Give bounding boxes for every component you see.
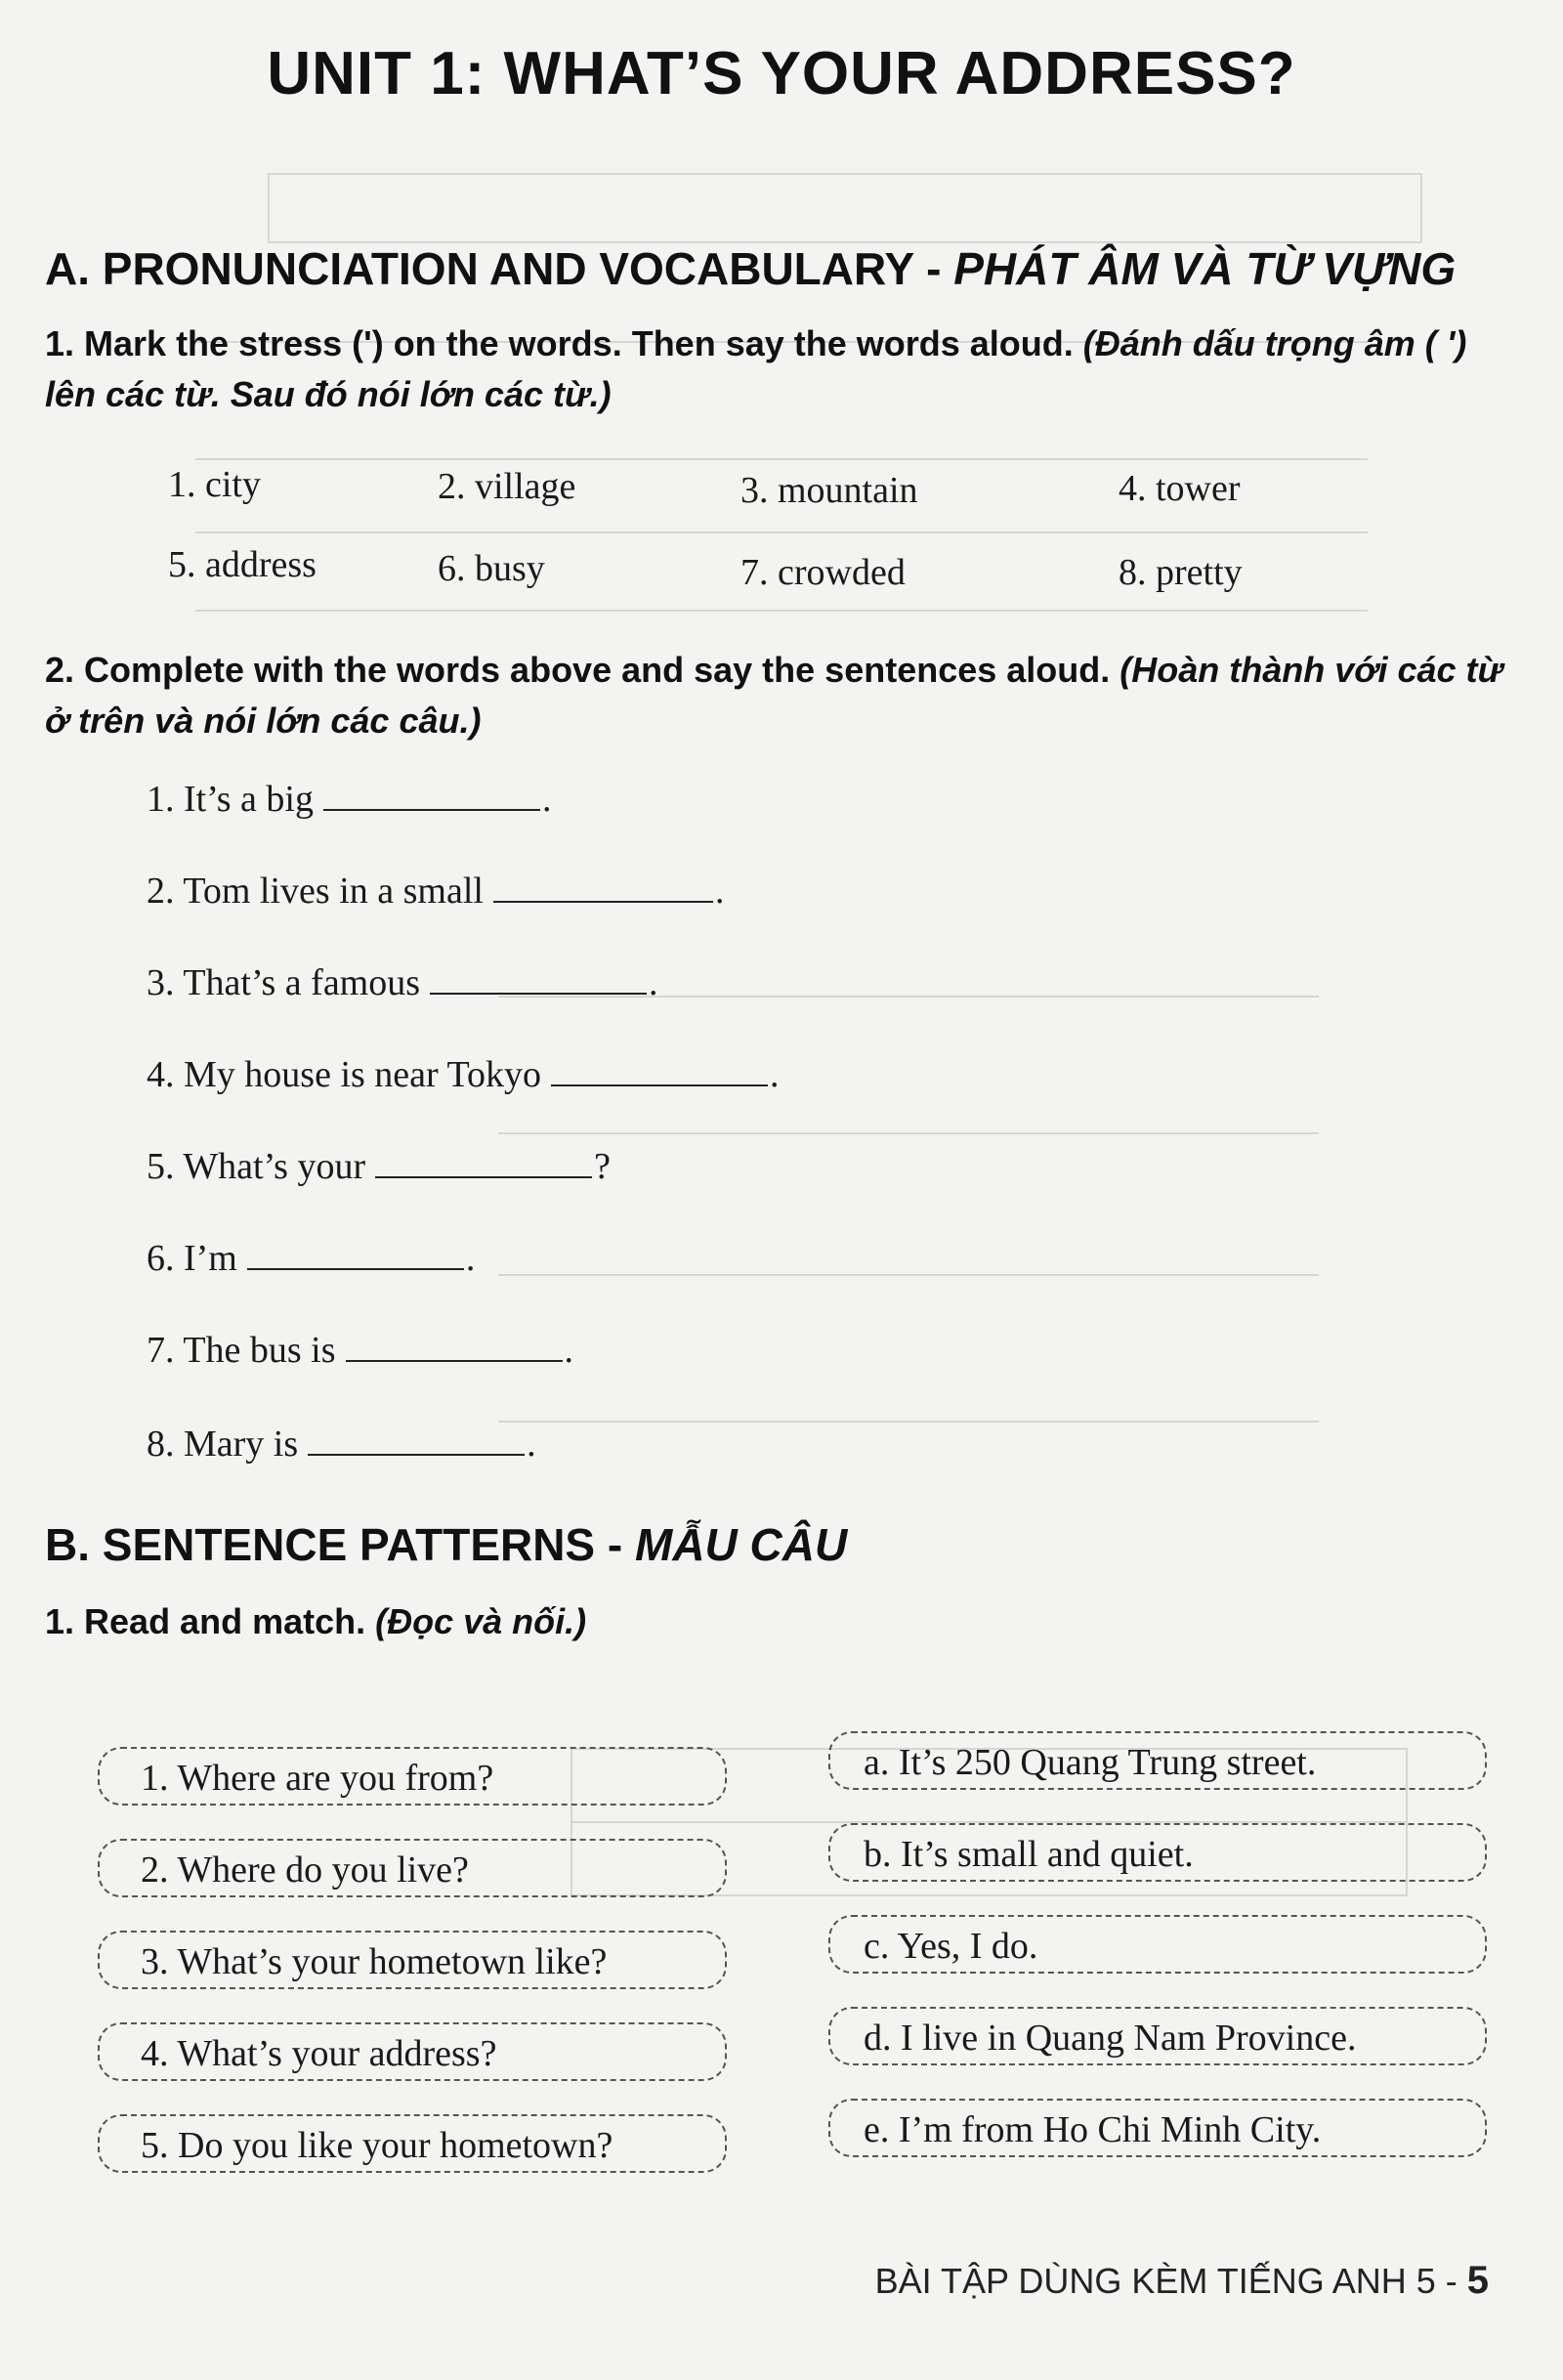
sentence-6-punct: .: [465, 1238, 476, 1279]
sentence-2-text: 2. Tom lives in a small: [147, 871, 484, 912]
exercise-a2-instruction-en: 2. Complete with the words above and say the sentences aloud.: [45, 650, 1111, 690]
word-village: 2. village: [438, 466, 576, 507]
exercise-b1-instruction: [45, 1596, 1520, 1647]
footer-book-title: BÀI TẬP DÙNG KÈM TIẾNG ANH 5 -: [874, 2261, 1467, 2301]
section-a-heading-main: A. PRONUNCIATION AND VOCABULARY -: [45, 243, 954, 294]
section-b-heading-vi: MẪU CÂU: [635, 1519, 848, 1570]
match-answer-c[interactable]: c. Yes, I do.: [828, 1915, 1487, 1974]
word-mountain: 3. mountain: [740, 470, 918, 511]
match-question-3[interactable]: 3. What’s your hometown like?: [98, 1931, 727, 1989]
exercise-b1-instruction-en: 1. Read and match.: [45, 1601, 366, 1641]
sentence-5-punct: ?: [594, 1146, 611, 1187]
sentence-5: [147, 1145, 611, 1188]
exercise-a2-instruction: [45, 645, 1520, 746]
sentence-1-text: 1. It’s a big: [147, 779, 314, 820]
sentence-4-blank[interactable]: [551, 1055, 768, 1086]
sentence-6-text: 6. I’m: [147, 1238, 237, 1279]
sentence-4: [147, 1053, 780, 1096]
sentence-2-punct: .: [714, 871, 725, 912]
match-question-4[interactable]: 4. What’s your address?: [98, 2022, 727, 2081]
sentence-1-punct: .: [541, 779, 552, 820]
exercise-b1-instruction-vi: (Đọc và nối.): [375, 1601, 587, 1641]
sentence-7-punct: .: [564, 1330, 574, 1371]
sentence-1: [147, 778, 551, 821]
sentence-8: [147, 1423, 536, 1466]
match-question-5[interactable]: 5. Do you like your hometown?: [98, 2114, 727, 2173]
sentence-6-blank[interactable]: [247, 1239, 464, 1270]
sentence-5-text: 5. What’s your: [147, 1146, 366, 1187]
unit-title: UNIT 1: WHAT’S YOUR ADDRESS?: [267, 40, 1296, 107]
sentence-5-blank[interactable]: [375, 1147, 592, 1178]
sentence-2-blank[interactable]: [493, 871, 713, 903]
sentence-7-text: 7. The bus is: [147, 1330, 336, 1371]
section-a-heading-vi: PHÁT ÂM VÀ TỪ VỰNG: [953, 243, 1457, 294]
word-pretty: 8. pretty: [1119, 552, 1243, 593]
exercise-a1-instruction-en: 1. Mark the stress (') on the words. Then say the words aloud.: [45, 323, 1074, 363]
word-busy: 6. busy: [438, 548, 545, 589]
sentence-8-punct: .: [527, 1424, 536, 1465]
page-number: 5: [1466, 2259, 1489, 2302]
word-city: 1. city: [168, 464, 261, 505]
sentence-4-text: 4. My house is near Tokyo: [147, 1054, 542, 1095]
sentence-7-blank[interactable]: [346, 1331, 563, 1362]
sentence-6: [147, 1237, 475, 1280]
sentence-3-blank[interactable]: [430, 963, 647, 995]
word-tower: 4. tower: [1119, 468, 1241, 509]
sentence-1-blank[interactable]: [323, 780, 540, 811]
word-crowded: 7. crowded: [740, 552, 906, 593]
match-question-2[interactable]: 2. Where do you live?: [98, 1839, 727, 1897]
sentence-2: [147, 870, 724, 913]
sentence-7: [147, 1329, 573, 1372]
sentence-3-punct: .: [649, 962, 658, 1003]
match-answer-b[interactable]: b. It’s small and quiet.: [828, 1823, 1487, 1882]
word-address: 5. address: [168, 544, 317, 585]
section-b-heading: [45, 1518, 847, 1571]
match-question-1[interactable]: 1. Where are you from?: [98, 1747, 727, 1806]
exercise-a1-instruction-vi: (Đánh dấu trọng âm ( ') lên các từ. Sau đó nói lớn các từ.): [45, 323, 1467, 414]
sentence-3-text: 3. That’s a famous: [147, 962, 421, 1003]
match-answer-a[interactable]: a. It’s 250 Quang Trung street.: [828, 1731, 1487, 1790]
sentence-3: [147, 961, 658, 1004]
section-a-heading: [45, 242, 1456, 295]
match-answer-e[interactable]: e. I’m from Ho Chi Minh City.: [828, 2099, 1487, 2157]
sentence-8-blank[interactable]: [308, 1424, 525, 1456]
exercise-a1-instruction: [45, 319, 1520, 420]
match-answer-d[interactable]: d. I live in Quang Nam Province.: [828, 2007, 1487, 2065]
sentence-8-text: 8. Mary is: [147, 1424, 299, 1465]
section-b-heading-main: B. SENTENCE PATTERNS -: [45, 1519, 635, 1570]
sentence-4-punct: .: [770, 1054, 780, 1095]
exercise-a2-instruction-vi: (Hoàn thành với các từ ở trên và nói lớn các câu.): [45, 650, 1503, 741]
page-footer: [875, 2259, 1489, 2303]
